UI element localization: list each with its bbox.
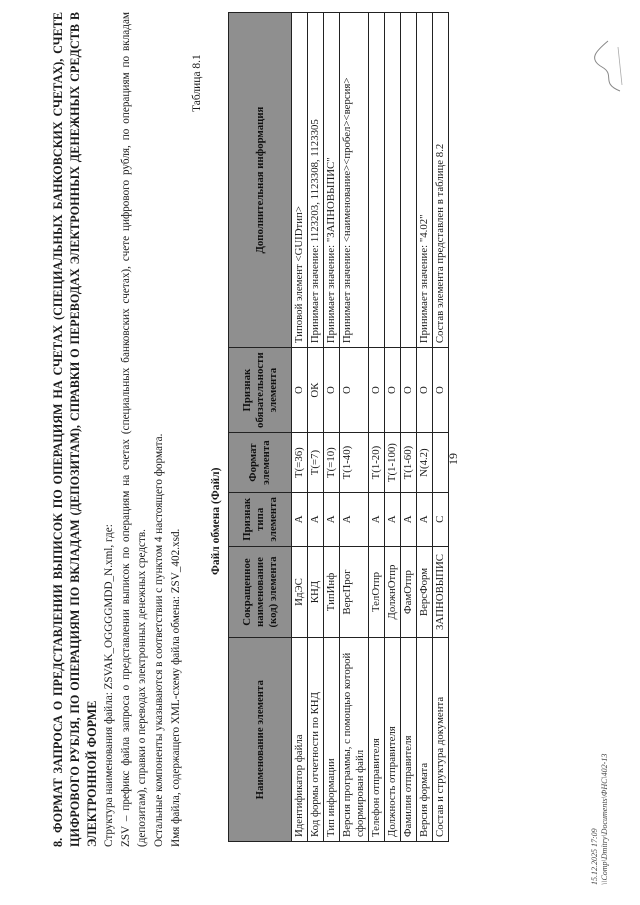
paragraph-file-structure: Структура наименования файла: ZSVAK_OGGGGMDD_N.xml, где:	[103, 524, 115, 847]
table-cell: ВерсФорм	[417, 546, 433, 638]
table-title: Файл обмена (Файл)	[210, 467, 222, 575]
table-cell: Принимает значение: 1123203, 1123308, 1123305	[308, 13, 324, 348]
table-cell: ВерсПрог	[340, 546, 369, 638]
table-cell: N(4.2)	[417, 433, 433, 493]
table-cell: А	[308, 493, 324, 547]
print-file-path: \\Comp\Dmitry\Documents\ФНС\402-13	[600, 753, 609, 885]
table-cell: T(=36)	[292, 433, 308, 493]
column-header: Сокращенное наименование (код) элемента	[229, 546, 292, 638]
table-cell	[385, 13, 401, 348]
table-label: Таблица 8.1	[191, 54, 203, 112]
table-cell: А	[385, 493, 401, 547]
table-cell: О	[369, 348, 385, 433]
table-cell: Идентификатор файла	[292, 638, 308, 842]
table-cell: T(=10)	[324, 433, 340, 493]
table-cell: А	[369, 493, 385, 547]
table-cell: А	[340, 493, 369, 547]
table-cell: Состав и структура документа	[433, 638, 449, 842]
table-row	[308, 13, 324, 842]
table-cell: T(=7)	[308, 433, 324, 493]
table-cell: ЗАПНОВЫПИС	[433, 546, 449, 638]
table-cell: ТипИнф	[324, 546, 340, 638]
table-row	[417, 13, 433, 842]
page-number: 19	[446, 453, 460, 465]
table-row	[385, 13, 401, 842]
table-cell: Тип информации	[324, 638, 340, 842]
table-row	[369, 13, 385, 842]
table-cell: Версия программы, с помощью которой сформирован файл	[340, 638, 369, 842]
print-timestamp: 15.12.2025 17:09	[590, 828, 599, 885]
table-row	[433, 13, 449, 842]
section-heading: 8. ФОРМАТ ЗАПРОСА О ПРЕДСТАВЛЕНИИ ВЫПИСОК ПО ОПЕРАЦИЯМ НА СЧЕТАХ (СПЕЦИАЛЬНЫХ БАНКОВСКИХ СЧЕТАХ), СЧЕТЕ ЦИФРОВОГО РУБЛЯ, ПО ОПЕРАЦИЯМ ПО ВКЛАДАМ (ДЕПОЗИТАМ), СПРАВКИ О ПЕРЕВОДАХ ЭЛЕКТРОННЫХ ДЕНЕЖНЫХ СРЕДСТВ В ЭЛЕКТРОННОЙ ФОРМЕ	[51, 12, 99, 847]
table-cell: Состав элемента представлен в таблице 8.2	[433, 13, 449, 348]
table-cell: T(1-40)	[340, 433, 369, 493]
table-cell: Типовой элемент <GUIDтип>	[292, 13, 308, 348]
table-cell: T(1-60)	[401, 433, 417, 493]
table-cell: О	[340, 348, 369, 433]
table-cell: О	[324, 348, 340, 433]
pen-scribble-mark	[590, 35, 626, 95]
paragraph-other-components: Остальные компоненты указываются в соответствии с пунктом 4 настоящего формата.	[153, 433, 165, 847]
table-cell: С	[433, 493, 449, 547]
exchange-file-table	[228, 12, 449, 842]
table-row	[324, 13, 340, 842]
paragraph-prefix: ZSV – префикс файла запроса о представлении выписок по операциям на счетах (специальных банковских счетах), счете цифрового рубля, по операциям по вкладам (депозитам), справки о переводах электронных денежных средств.	[120, 12, 148, 847]
column-header: Дополнительная информация	[229, 13, 292, 348]
table-cell: ФамОтпр	[401, 546, 417, 638]
table-cell: Должность отправителя	[385, 638, 401, 842]
table-row	[292, 13, 308, 842]
table-cell: Фамилия отправителя	[401, 638, 417, 842]
paragraph-schema-name: Имя файла, содержащего XML-схему файла обмена: ZSV_402.xsd.	[170, 528, 182, 847]
table-row	[401, 13, 417, 842]
table-cell: Принимает значение: <наименование><пробел><версия>	[340, 13, 369, 348]
table-cell: А	[417, 493, 433, 547]
table-cell: ИдЭС	[292, 546, 308, 638]
column-header: Признак обязательности элемента	[229, 348, 292, 433]
table-cell: ОК	[308, 348, 324, 433]
table-cell: T(1-100)	[385, 433, 401, 493]
table-cell: Принимает значение: "ЗАПНОВЫПИС"	[324, 13, 340, 348]
table-cell: Код формы отчетности по КНД	[308, 638, 324, 842]
table-cell: О	[385, 348, 401, 433]
table-header-row	[229, 13, 292, 842]
table-cell: Телефон отправителя	[369, 638, 385, 842]
table-cell	[369, 13, 385, 348]
table-cell: А	[292, 493, 308, 547]
table-cell: Принимает значение: "4.02"	[417, 13, 433, 348]
column-header: Формат элемента	[229, 433, 292, 493]
column-header: Наименование элемента	[229, 638, 292, 842]
table-cell: О	[401, 348, 417, 433]
table-cell	[401, 13, 417, 348]
table-row	[340, 13, 369, 842]
print-footer	[590, 754, 610, 885]
table-cell: О	[433, 348, 449, 433]
table-cell: КНД	[308, 546, 324, 638]
table-cell: T(1-20)	[369, 433, 385, 493]
table-cell: О	[417, 348, 433, 433]
table-cell: А	[401, 493, 417, 547]
table-cell	[433, 433, 449, 493]
table-cell: Версия формата	[417, 638, 433, 842]
column-header: Признак типа элемента	[229, 493, 292, 547]
table-cell: ДолжнОтпр	[385, 546, 401, 638]
table-cell: А	[324, 493, 340, 547]
table-cell: О	[292, 348, 308, 433]
table-cell: ТелОтпр	[369, 546, 385, 638]
